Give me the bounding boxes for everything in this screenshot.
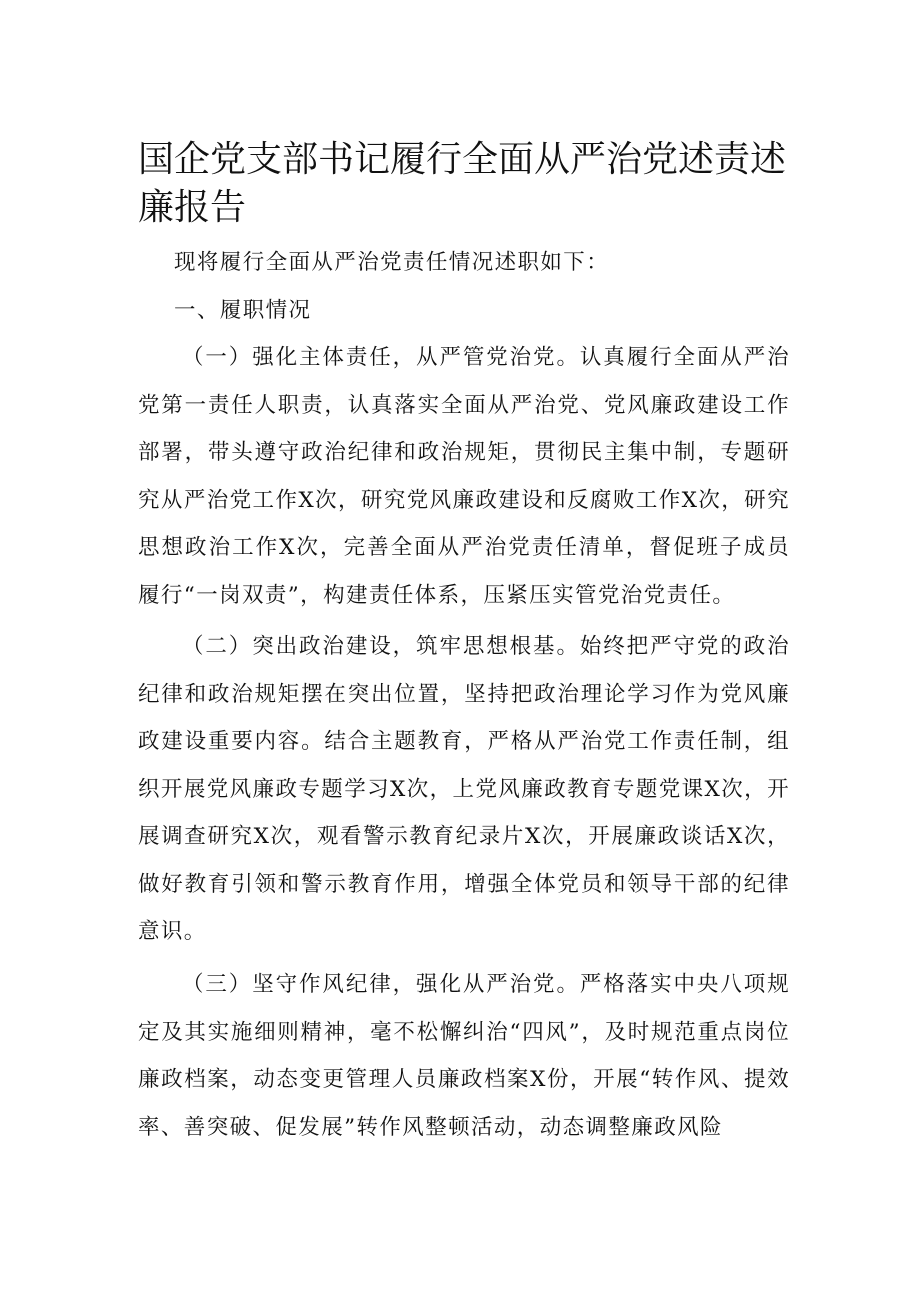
paragraph-main-responsibility: （一）强化主体责任，从严管党治党。认真履行全面从严治党第一责任人职责，认真落实全面从严治党、党风廉政建设工作部署，带头遵守政治纪律和政治规矩，贯彻民主集中制，专题研究从严治党工作X次，研究党风廉政建设和反腐败工作X次，研究思想政治工作X次，完善全面从严治党责任清单，督促班子成员履行“一岗双责”，构建责任体系，压紧压实管党治党责任。: [138, 345, 790, 608]
document-title: 国企党支部书记履行全面从严治党述责述廉报告: [138, 139, 787, 228]
intro-paragraph: 现将履行全面从严治党责任情况述职如下：: [174, 250, 610, 275]
paragraph-work-style-discipline: （三）坚守作风纪律，强化从严治党。严格落实中央八项规定及其实施细则精神，毫不松懈纠治“四风”，及时规范重点岗位廉政档案，动态变更管理人员廉政档案X份，开展“转作风、提效率、善突破、促发展”转作风整顿活动，动态调整廉政风险: [138, 972, 790, 1140]
paragraph-political-construction: （二）突出政治建设，筑牢思想根基。始终把严守党的政治纪律和政治规矩摆在突出位置，坚持把政治理论学习作为党风廉政建设重要内容。结合主题教育，严格从严治党工作责任制，组织开展党风廉政专题学习X次，上党风廉政教育专题党课X次，开展调查研究X次，观看警示教育纪录片X次，开展廉政谈话X次，做好教育引领和警示教育作用，增强全体党员和领导干部的纪律意识。: [138, 634, 790, 944]
section-heading-duty-performance: 一、履职情况: [174, 298, 312, 323]
